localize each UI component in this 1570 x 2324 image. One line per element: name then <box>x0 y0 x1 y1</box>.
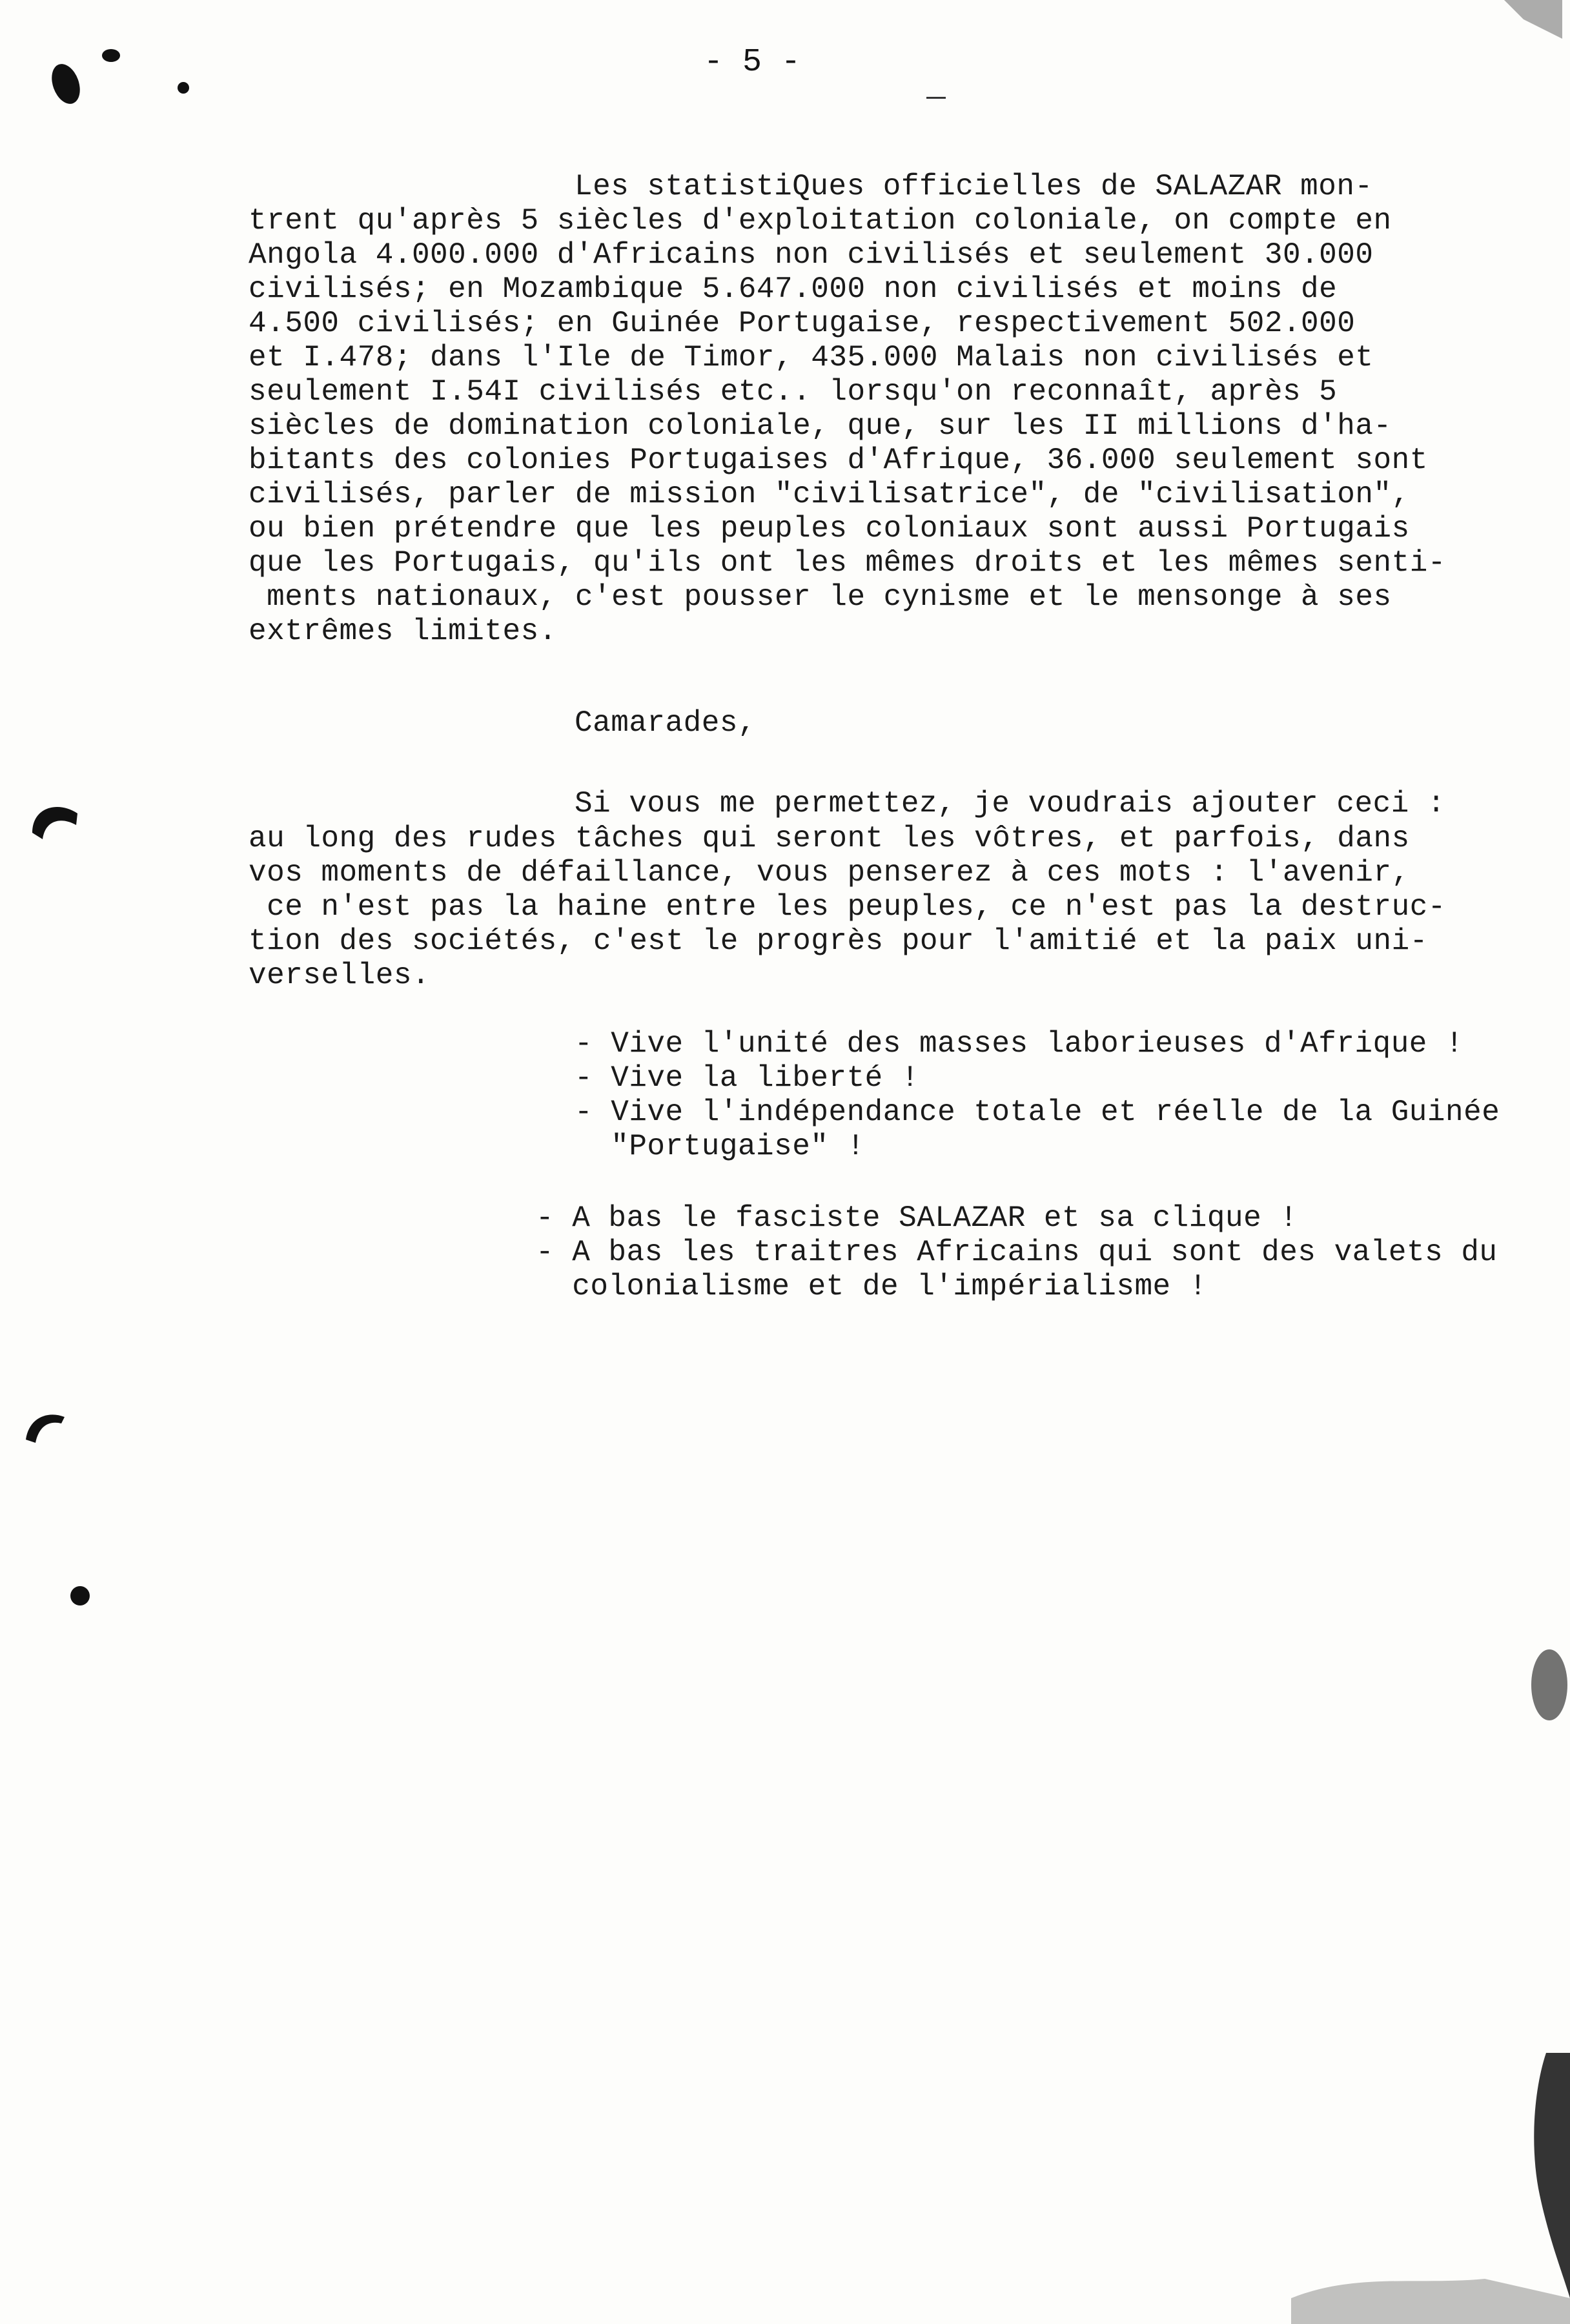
text-line: ce n'est pas la haine entre les peuples, ce n'est pas la destruc- <box>249 890 1446 924</box>
text-line: civilisés; en Mozambique 5.647.000 non civilisés et moins de <box>249 272 1338 306</box>
punch-hole-mark <box>32 807 77 839</box>
text-line: Angola 4.000.000 d'Africains non civilisés et seulement 30.000 <box>249 238 1374 272</box>
text-line: tion des sociétés, c'est le progrès pour l'amitié et la paix uni- <box>249 924 1428 958</box>
text-line: bitants des colonies Portugaises d'Afrique, 36.000 seulement sont <box>249 443 1428 477</box>
text-line: vos moments de défaillance, vous penserez à ces mots : l'avenir, <box>249 856 1410 890</box>
edge-smudge <box>1534 2053 1570 2298</box>
text-line: verselles. <box>249 959 431 992</box>
punch-hole-mark <box>70 1586 90 1605</box>
slogan-line: - Vive l'indépendance totale et réelle de la Guinée <box>575 1096 1500 1129</box>
text-line: Si vous me permettez, je voudrais ajouter ceci : <box>575 787 1446 821</box>
page-number: - 5 - <box>704 44 801 81</box>
ink-blot <box>46 60 85 108</box>
text-line: siècles de domination coloniale, que, sur les II millions d'ha- <box>249 409 1392 443</box>
edge-smudge <box>1291 2279 1570 2324</box>
text-line: ments nationaux, c'est pousser le cynisme et le mensonge à ses <box>249 580 1392 614</box>
text-line: au long des rudes tâches qui seront les vôtres, et parfois, dans <box>249 822 1410 855</box>
text-line: Les statistiQues officielles de SALAZAR mon- <box>575 170 1373 203</box>
edge-smudge <box>1531 1649 1567 1720</box>
slogan-line: - Vive l'unité des masses laborieuses d'Afrique ! <box>575 1027 1464 1061</box>
salutation: Camarades, <box>575 706 757 740</box>
text-line: trent qu'après 5 siècles d'exploitation coloniale, on compte en <box>249 204 1392 238</box>
text-line: extrêmes limites. <box>249 615 557 648</box>
slogan-line: - A bas les traitres Africains qui sont des valets du <box>536 1236 1498 1269</box>
text-line: 4.500 civilisés; en Guinée Portugaise, respectivement 502.000 <box>249 307 1356 340</box>
slogan-line: - Vive la liberté ! <box>575 1061 919 1095</box>
ink-dot <box>178 82 189 94</box>
text-line: civilisés, parler de mission "civilisatrice", de "civilisation", <box>249 478 1410 511</box>
edge-smudge <box>1504 0 1562 39</box>
slogan-line: - A bas le fasciste SALAZAR et sa clique ! <box>536 1201 1298 1235</box>
text-line: que les Portugais, qu'ils ont les mêmes droits et les mêmes senti- <box>249 546 1446 580</box>
text-line: et I.478; dans l'Ile de Timor, 435.000 Malais non civilisés et <box>249 341 1374 374</box>
punch-hole-mark <box>26 1414 65 1443</box>
slogan-line: "Portugaise" ! <box>575 1130 865 1163</box>
stray-mark <box>926 97 946 99</box>
slogan-line: colonialisme et de l'impérialisme ! <box>536 1270 1207 1303</box>
text-line: seulement I.54I civilisés etc.. lorsqu'on reconnaît, après 5 <box>249 375 1338 409</box>
text-line: ou bien prétendre que les peuples coloniaux sont aussi Portugais <box>249 512 1410 545</box>
ink-blot <box>102 49 120 62</box>
